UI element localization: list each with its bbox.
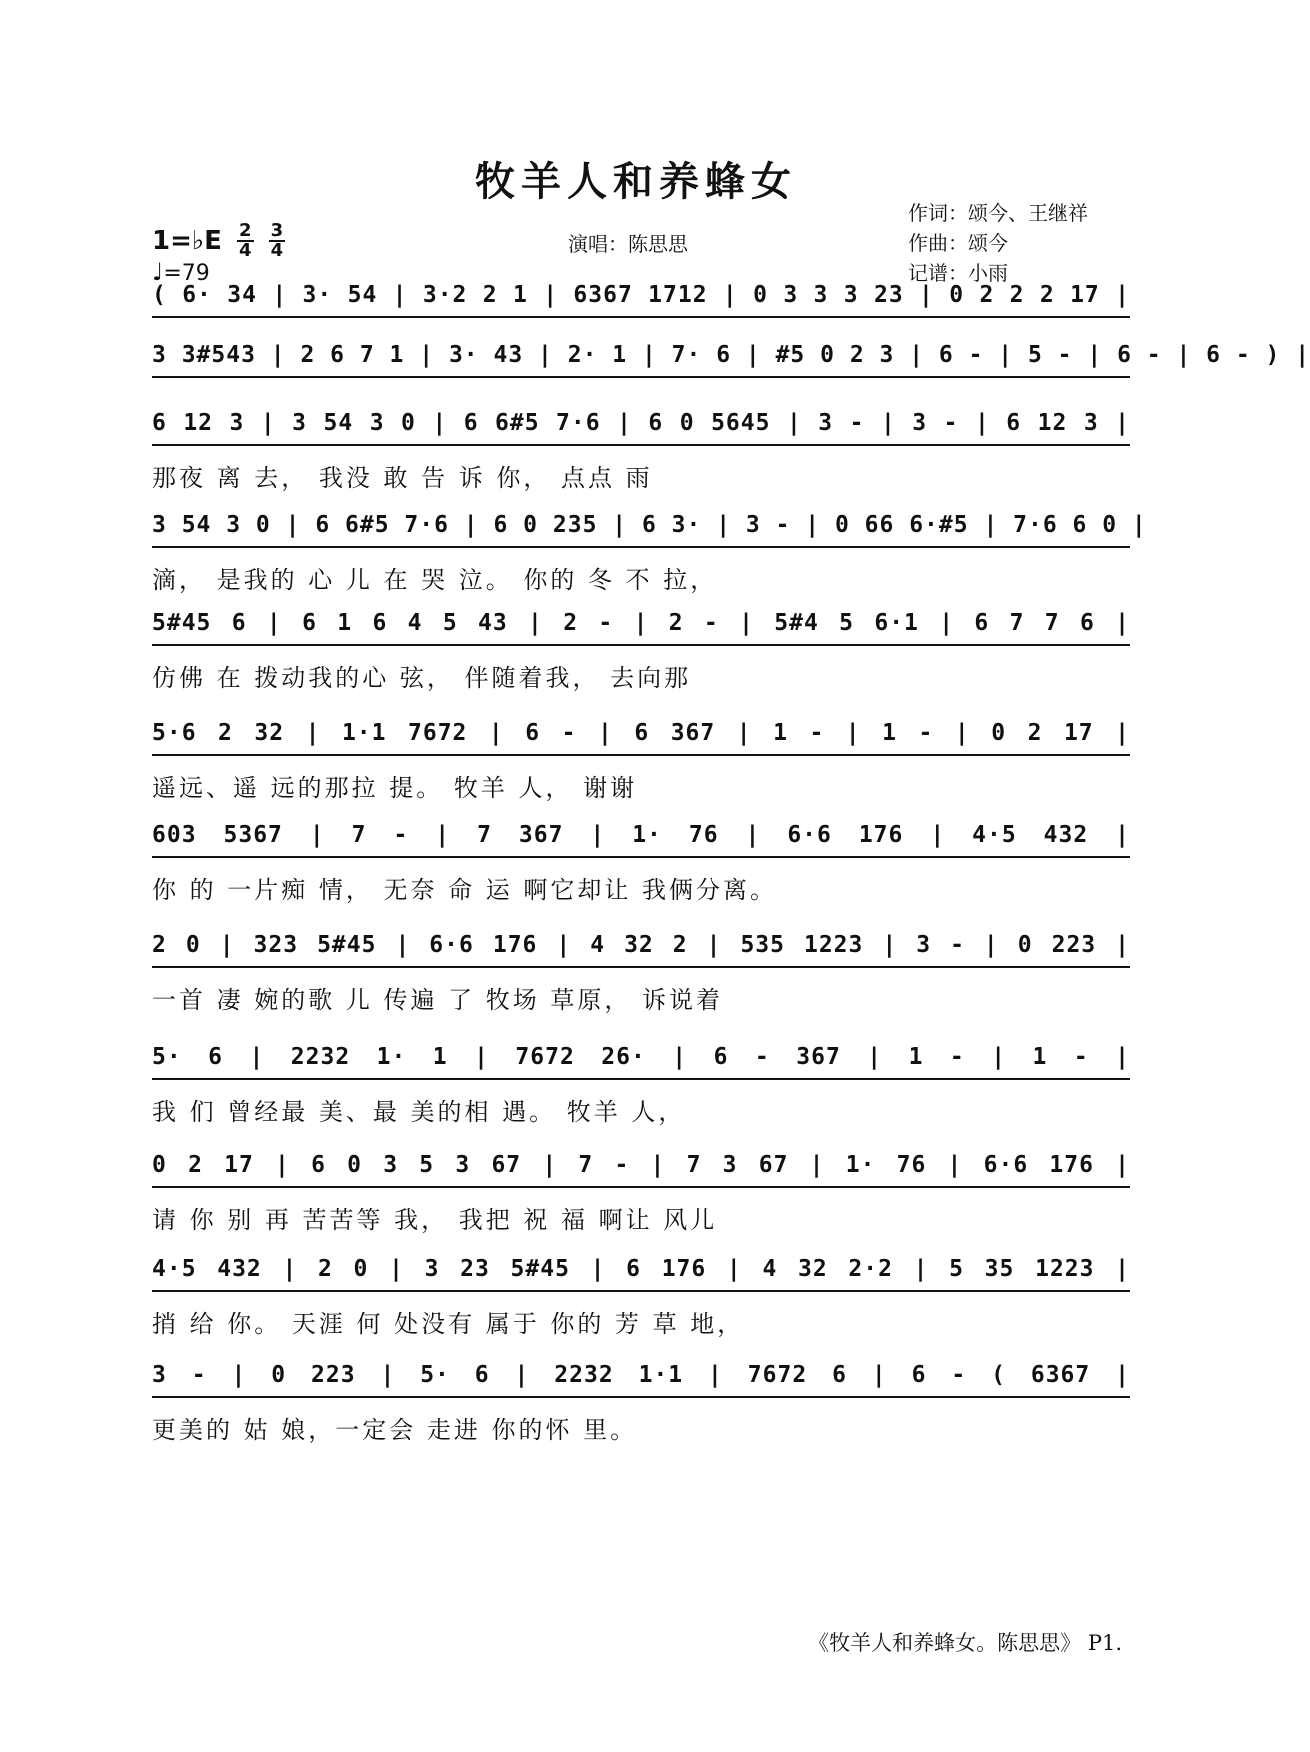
- beam-line: [152, 644, 1130, 646]
- lyrics-line: 请 你 别 再 苦苦等 我， 我把 祝 福 啊让 风儿: [152, 1206, 718, 1234]
- lyrics-line: 那夜 离 去， 我没 敢 告 诉 你， 点点 雨: [152, 464, 653, 492]
- score-system: [152, 610, 1130, 692]
- tempo-value: =79: [163, 261, 210, 286]
- lyrics-line: 捎 给 你。 天涯 何 处没有 属于 你的 芳 草 地，: [152, 1310, 745, 1338]
- notation-line: 5·6 2 32 | 1·1 7672 | 6 - | 6 367 | 1 - | 1 - | 0 2 17 |: [152, 720, 1130, 760]
- composer-credit: 作曲：颂今: [908, 231, 1008, 255]
- beam-line: [152, 1186, 1130, 1188]
- transcriber-credit: 记谱：小雨: [908, 261, 1008, 285]
- beam-line: [152, 1290, 1130, 1292]
- key-signature: [152, 222, 285, 260]
- page-footer: 《牧羊人和养蜂女。陈思思》 P1.: [808, 1631, 1122, 1655]
- lyrics-line: 我 们 曾经最 美、最 美的相 遇。 牧羊 人，: [152, 1098, 686, 1126]
- singer-credit: 演唱：陈思思: [568, 232, 688, 256]
- beam-line: [152, 376, 1130, 378]
- score-system: [152, 822, 1130, 904]
- lyrics-line: 仿佛 在 拨动我的心 弦， 伴随着我， 去向那: [152, 664, 692, 692]
- notation-line: 5#45 6 | 6 1 6 4 5 43 | 2 - | 2 - | 5#4 5 6·1 | 6 7 7 6 |: [152, 610, 1130, 650]
- beam-line: [152, 856, 1130, 858]
- score-system: [152, 720, 1130, 802]
- notation-line: 3 - | 0 223 | 5· 6 | 2232 1·1 | 7672 6 | 6 - ( 6367 |: [152, 1362, 1130, 1402]
- beam-line: [152, 444, 1130, 446]
- notation-line: 6 12 3 | 3 54 3 0 | 6 6#5 7·6 | 6 0 5645 | 3 - | 3 - | 6 12 3 |: [152, 410, 1130, 450]
- quarter-note-icon: ♩: [152, 258, 164, 286]
- time-signature-1: $\frac{2}{4}$: [238, 220, 252, 261]
- beam-line: [152, 1396, 1130, 1398]
- beam-line: [152, 1078, 1130, 1080]
- notation-line: 4·5 432 | 2 0 | 3 23 5#45 | 6 176 | 4 32 2·2 | 5 35 1223 |: [152, 1256, 1130, 1296]
- lyrics-line: 滴， 是我的 心 儿 在 哭 泣。 你的 冬 不 拉，: [152, 566, 718, 594]
- notation-line: 5· 6 | 2232 1· 1 | 7672 26· | 6 - 367 | 1 - | 1 - |: [152, 1044, 1130, 1084]
- time-signature-2: $\frac{3}{4}$: [270, 220, 284, 261]
- key-label: 1=♭E: [152, 225, 222, 256]
- score-system: [152, 410, 1130, 492]
- score-system: [152, 1044, 1130, 1126]
- score-system: [152, 1152, 1130, 1234]
- score-system: [152, 512, 1147, 594]
- beam-line: [152, 966, 1130, 968]
- notation-line: 603 5367 | 7 - | 7 367 | 1· 76 | 6·6 176 | 4·5 432 |: [152, 822, 1130, 862]
- beam-line: [152, 546, 1130, 548]
- lyrics-line: 更美的 姑 娘，一定会 走进 你的怀 里。: [152, 1416, 638, 1444]
- notation-line: ( 6· 34 | 3· 54 | 3·2 2 1 | 6367 1712 | 0 3 3 3 23 | 0 2 2 2 17 |: [152, 282, 1130, 322]
- notation-line: 2 0 | 323 5#45 | 6·6 176 | 4 32 2 | 535 1223 | 3 - | 0 223 |: [152, 932, 1130, 972]
- score-system: [152, 932, 1130, 1014]
- score-system: [152, 1362, 1130, 1444]
- lyricist-credit: 作词：颂今、王继祥: [908, 201, 1088, 225]
- score-system: [152, 1256, 1130, 1338]
- notation-line: 3 3#543 | 2 6 7 1 | 3· 43 | 2· 1 | 7· 6 | #5 0 2 3 | 6 - | 5 - | 6 - | 6 - ) |: [152, 342, 1130, 382]
- notation-line: 0 2 17 | 6 0 3 5 3 67 | 7 - | 7 3 67 | 1· 76 | 6·6 176 |: [152, 1152, 1130, 1192]
- lyrics-line: 遥远、遥 远的那拉 提。 牧羊 人， 谢谢: [152, 774, 638, 802]
- beam-line: [152, 316, 1130, 318]
- notation-line: 3 54 3 0 | 6 6#5 7·6 | 6 0 235 | 6 3· | 3 - | 0 66 6·#5 | 7·6 6 0 |: [152, 512, 1130, 552]
- lyrics-line: 一首 凄 婉的歌 儿 传遍 了 牧场 草原， 诉说着: [152, 986, 724, 1014]
- beam-line: [152, 754, 1130, 756]
- song-title: 牧羊人和养蜂女: [475, 158, 797, 205]
- lyrics-line: 你 的 一片痴 情， 无奈 命 运 啊它却让 我俩分离。: [152, 876, 778, 904]
- credits: [908, 198, 1088, 288]
